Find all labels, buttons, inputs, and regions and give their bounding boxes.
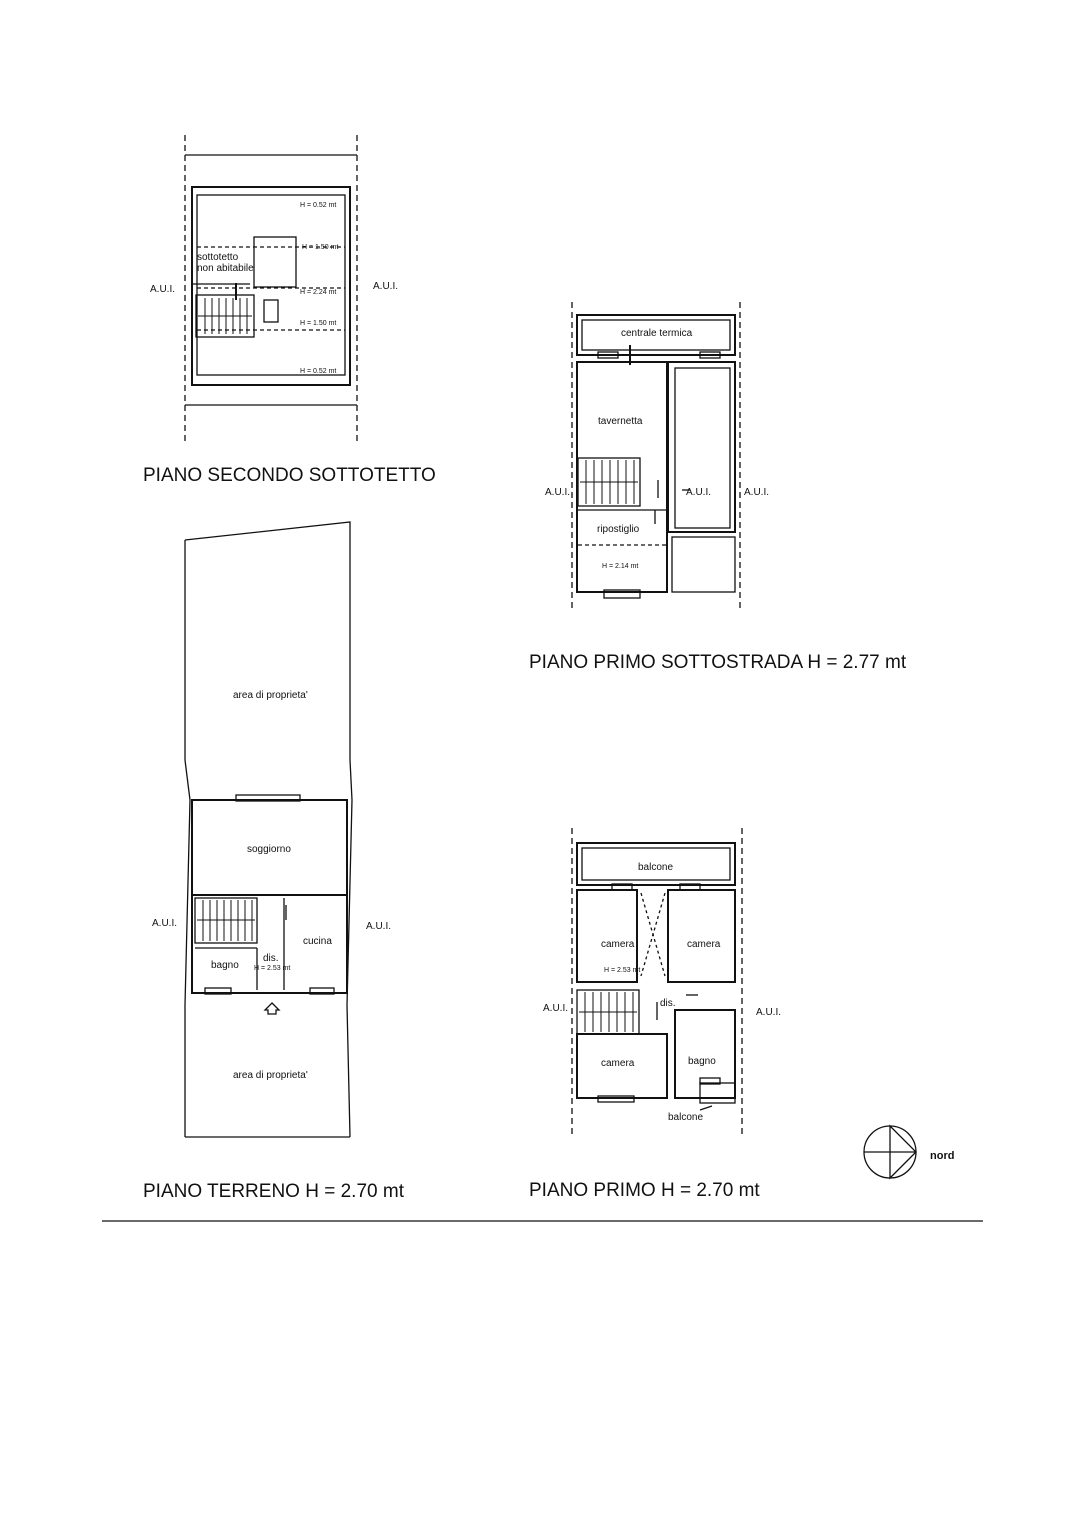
terreno-bagno: bagno [211, 960, 239, 971]
terreno-title: PIANO TERRENO H = 2.70 mt [143, 1181, 404, 1202]
sottostrada-aui-center: A.U.I. [686, 487, 712, 498]
primo-camera-left: camera [601, 939, 635, 950]
terreno-aui-left: A.U.I. [152, 918, 178, 929]
plan-sottostrada [572, 302, 740, 612]
sottotetto-height-1: H = 0.52 mt [300, 202, 337, 209]
terreno-height-note: H = 2.53 mt [254, 965, 291, 972]
sottostrada-ripostiglio: ripostiglio [597, 524, 640, 535]
plan-terreno [185, 522, 352, 1137]
primo-balcone-bottom: balcone [668, 1112, 704, 1123]
primo-dis: dis. [660, 998, 676, 1009]
primo-title: PIANO PRIMO H = 2.70 mt [529, 1180, 760, 1201]
sottostrada-aui-left: A.U.I. [545, 487, 571, 498]
sottotetto-height-2: H = 1.50 mt [302, 244, 339, 251]
sottotetto-room-label-1: sottotetto [197, 252, 239, 263]
sottotetto-title: PIANO SECONDO SOTTOTETTO [143, 465, 436, 486]
terreno-aui-right: A.U.I. [366, 921, 392, 932]
primo-bagno: bagno [688, 1056, 716, 1067]
terreno-dis: dis. [263, 953, 279, 964]
primo-balcone-top: balcone [638, 862, 674, 873]
sottotetto-aui-right: A.U.I. [373, 281, 399, 292]
terreno-area-bottom: area di proprieta' [233, 1070, 308, 1081]
sottostrada-title: PIANO PRIMO SOTTOSTRADA H = 2.77 mt [529, 652, 907, 673]
primo-aui-left: A.U.I. [543, 1003, 569, 1014]
sottotetto-room-label-2: non abitabile [197, 263, 254, 274]
sottostrada-aui-right: A.U.I. [744, 487, 770, 498]
plan-primo [572, 828, 742, 1138]
primo-camera-bottom: camera [601, 1058, 635, 1069]
sottostrada-tavernetta: tavernetta [598, 416, 643, 427]
sottotetto-height-5: H = 0.52 mt [300, 368, 337, 375]
terreno-cucina: cucina [303, 936, 332, 947]
north-label: nord [930, 1150, 955, 1162]
sottotetto-height-4: H = 1.50 mt [300, 320, 337, 327]
terreno-soggiorno: soggiorno [247, 844, 291, 855]
sottotetto-aui-left: A.U.I. [150, 284, 176, 295]
north-arrow-icon [864, 1126, 916, 1178]
primo-camera-right: camera [687, 939, 721, 950]
primo-aui-right: A.U.I. [756, 1007, 782, 1018]
primo-height-note: H = 2.53 mt [604, 967, 641, 974]
terreno-area-top: area di proprieta' [233, 690, 308, 701]
sottostrada-centrale-termica: centrale termica [621, 328, 693, 339]
sottotetto-height-3: H = 2.24 mt [300, 289, 337, 296]
sottostrada-height-note: H = 2.14 mt [602, 563, 639, 570]
